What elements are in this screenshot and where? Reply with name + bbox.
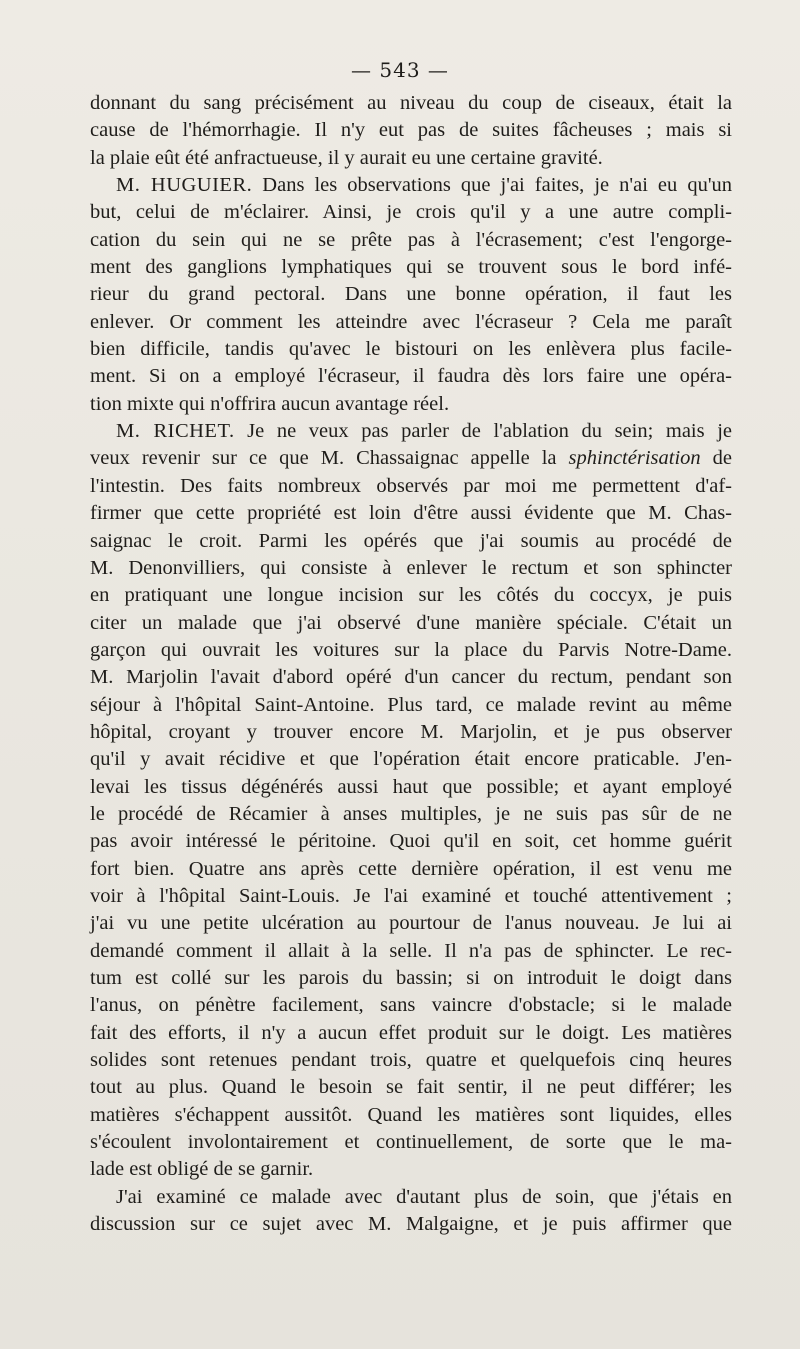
body-text: [90, 90, 732, 1238]
text-line: [90, 938, 732, 965]
line-text: Dans les observations que j'ai faites, je n'ai eu qu'un: [252, 174, 733, 197]
text-line: [90, 1020, 732, 1047]
line-text: hôpital, croyant y trouver encore M. Marjolin, et je pus observer: [90, 720, 732, 743]
line-text: rieur du grand pectoral. Dans une bonne opération, il faut les: [90, 283, 732, 306]
line-text: demandé comment il allait à la selle. Il n'a pas de sphincter. Le rec-: [90, 939, 732, 962]
line-text: Je ne veux pas parler de l'ablation du sein; mais je: [234, 420, 732, 443]
line-text: cation du sein qui ne se prête pas à l'écrasement; c'est l'engorge-: [90, 228, 732, 251]
line-text: discussion sur ce sujet avec M. Malgaigne, et je puis affirmer que: [90, 1213, 732, 1236]
line-text: J'ai examiné ce malade avec d'autant plus de soin, que j'étais en: [116, 1185, 732, 1208]
line-text: fait des efforts, il n'y a aucun effet produit sur le doigt. Les matières: [90, 1021, 732, 1044]
text-line: [90, 227, 732, 254]
text-line: [90, 309, 732, 336]
line-text: le procédé de Récamier à anses multiples, je ne suis pas sûr de ne: [90, 802, 732, 825]
line-text: bien difficile, tandis qu'avec le bistouri on les enlèvera plus facile-: [90, 338, 732, 361]
speaker-name: M. HUGUIER.: [116, 174, 253, 197]
line-text: M. Marjolin l'avait d'abord opéré d'un cancer du rectum, pendant son: [90, 666, 732, 689]
text-line: [90, 582, 732, 609]
text-line: [90, 774, 732, 801]
text-line: [90, 1211, 732, 1238]
line-text-after: de: [700, 447, 732, 470]
line-text: cause de l'hémorrhagie. Il n'y eut pas de suites fâcheuses ; mais si: [90, 119, 732, 142]
line-text: M. Denonvilliers, qui consiste à enlever le rectum et son sphincter: [90, 556, 732, 579]
text-line: [90, 637, 732, 664]
text-line: [90, 500, 732, 527]
text-line: [90, 528, 732, 555]
text-line: [90, 90, 732, 117]
text-line: [90, 910, 732, 937]
text-line: [90, 992, 732, 1019]
text-line: [90, 1102, 732, 1129]
text-line: [90, 719, 732, 746]
line-text: citer un malade que j'ai observé d'une manière spéciale. C'était un: [90, 611, 732, 634]
line-text: levai les tissus dégénérés aussi haut que possible; et ayant employé: [90, 775, 732, 798]
text-line: [90, 746, 732, 773]
text-line: [90, 555, 732, 582]
line-text: fort bien. Quatre ans après cette dernière opération, il est venu me: [90, 857, 732, 880]
text-line: [90, 965, 732, 992]
line-text: séjour à l'hôpital Saint-Antoine. Plus tard, ce malade revint au même: [90, 693, 732, 716]
text-line: [90, 1184, 732, 1211]
line-text: garçon qui ouvrait les voitures sur la place du Parvis Notre-Dame.: [90, 638, 732, 661]
text-line: [90, 117, 732, 144]
text-line: [90, 610, 732, 637]
text-line: [90, 828, 732, 855]
text-line: [90, 199, 732, 226]
text-line: [90, 145, 732, 172]
line-text: ment. Si on a employé l'écraseur, il faudra dès lors faire une opéra-: [90, 365, 732, 388]
text-line: [90, 254, 732, 281]
page-number: — 543 —: [351, 58, 449, 82]
line-text: but, celui de m'éclairer. Ainsi, je crois qu'il y a une autre compli-: [90, 201, 732, 224]
text-line: [90, 473, 732, 500]
text-line: [90, 391, 732, 418]
line-text: voir à l'hôpital Saint-Louis. Je l'ai examiné et touché attentivement ;: [90, 884, 732, 907]
line-text: qu'il y avait récidive et que l'opération était encore praticable. J'en-: [90, 748, 732, 771]
line-text: tout au plus. Quand le besoin se fait sentir, il ne peut différer; les: [90, 1076, 732, 1099]
line-text: matières s'échappent aussitôt. Quand les matières sont liquides, elles: [90, 1103, 732, 1126]
text-line: [90, 692, 732, 719]
line-text: tion mixte qui n'offrira aucun avantage réel.: [90, 392, 450, 415]
line-text: enlever. Or comment les atteindre avec l'écraseur ? Cela me paraît: [90, 310, 732, 333]
text-line: [90, 336, 732, 363]
text-line: [90, 445, 732, 472]
text-line: [90, 664, 732, 691]
line-text: veux revenir sur ce que M. Chassaignac appelle la: [90, 447, 569, 470]
line-text: saignac le croit. Parmi les opérés que j'ai soumis au procédé de: [90, 529, 732, 552]
line-text: l'anus, on pénètre facilement, sans vaincre d'obstacle; si le malade: [90, 994, 732, 1017]
text-line: [90, 418, 732, 445]
text-line: [90, 883, 732, 910]
line-text: pas avoir intéressé le péritoine. Quoi qu'il en soit, cet homme guérit: [90, 830, 732, 853]
line-text: donnant du sang précisément au niveau du coup de ciseaux, était la: [90, 92, 732, 114]
line-text: j'ai vu une petite ulcération au pourtour de l'anus nouveau. Je lui ai: [90, 912, 732, 935]
text-line: [90, 1156, 732, 1183]
line-text: s'écoulent involontairement et continuellement, de sorte que le ma-: [90, 1131, 732, 1154]
line-text: firmer que cette propriété est loin d'être aussi évidente que M. Chas-: [90, 502, 732, 525]
line-text: la plaie eût été anfractueuse, il y aurait eu une certaine gravité.: [90, 146, 603, 169]
text-line: [90, 856, 732, 883]
line-text: en pratiquant une longue incision sur les côtés du coccyx, je puis: [90, 584, 732, 607]
text-line: [90, 281, 732, 308]
emphasized-term: sphinctérisation: [568, 447, 701, 470]
line-text: solides sont retenues pendant trois, quatre et quelquefois cinq heures: [90, 1049, 732, 1072]
text-line: [90, 1047, 732, 1074]
speaker-name: M. RICHET.: [116, 420, 235, 443]
text-line: [90, 1129, 732, 1156]
text-line: [90, 363, 732, 390]
line-text: tum est collé sur les parois du bassin; si on introduit le doigt dans: [90, 967, 732, 989]
text-line: [90, 1074, 732, 1101]
line-text: l'intestin. Des faits nombreux observés par moi me permettent d'af-: [90, 474, 732, 497]
line-text: lade est obligé de se garnir.: [90, 1158, 314, 1181]
text-line: [90, 801, 732, 828]
line-text: ment des ganglions lymphatiques qui se trouvent sous le bord infé-: [90, 256, 732, 279]
text-line: [90, 172, 732, 199]
